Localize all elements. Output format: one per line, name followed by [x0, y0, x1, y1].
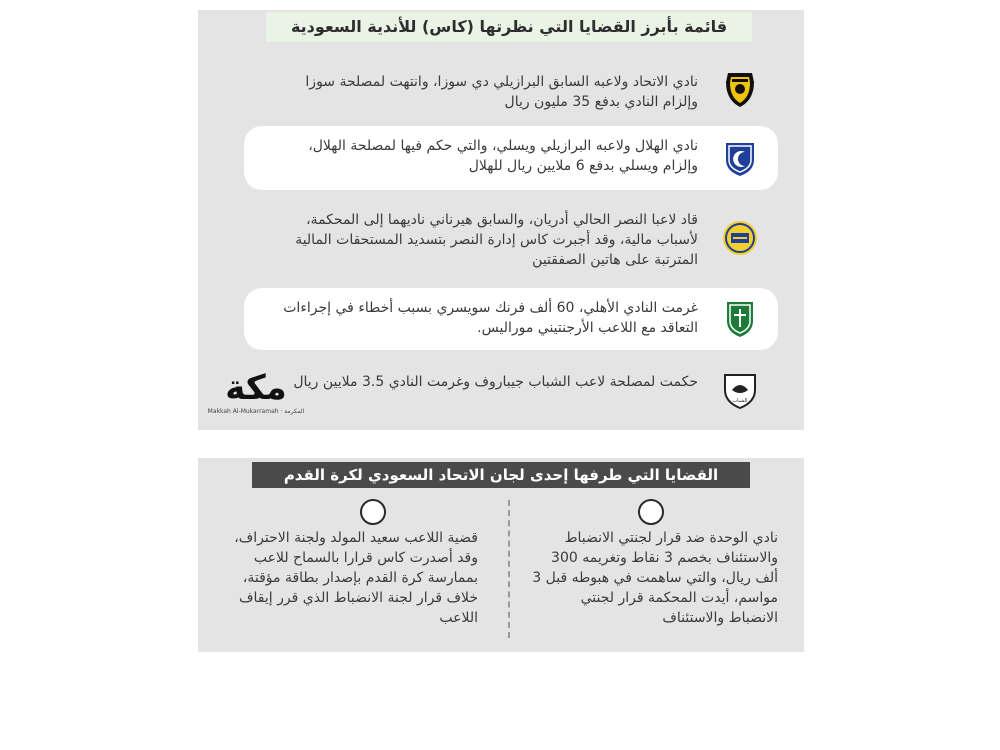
case-item-ittihad	[244, 64, 778, 124]
shabab-logo-label: الشباب	[732, 398, 748, 404]
case-text-alwehda: نادي الوحدة ضد قرار لجنتي الانضباط والاستئناف بخصم 3 نقاط وتغريمه 300 ألف ريال، والتي ساهمت في هبوطه قبل 3 مواسم، أيدت المحكمة قرار لجنتي الانضباط والاستئناف	[532, 530, 778, 626]
nassr-logo-icon	[720, 218, 760, 258]
case-text: غرمت النادي الأهلي، 60 ألف فرنك سويسري بسبب أخطاء في إجراءات التعاقد مع اللاعب الأرجنتيني موراليس.	[283, 300, 698, 336]
brand-tagline: Makkah Al-Mukarramah · المكرمة	[207, 408, 305, 415]
panel-title: قائمة بأبرز القضايا التي نظرتها (كاس) للأندية السعودية	[266, 12, 752, 42]
case-text: نادي الاتحاد ولاعبه السابق البرازيلي دي سوزا، وانتهت لمصلحة سوزا وإلزام النادي بدفع 35 مليون ريال	[305, 74, 698, 110]
case-text: حكمت لمصلحة لاعب الشباب جيباروف وغرمت النادي 3.5 ملايين ريال	[293, 374, 698, 390]
federation-cases-panel	[198, 458, 804, 652]
column-divider	[508, 500, 510, 638]
case-text: نادي الهلال ولاعبه البرازيلي ويسلي، والتي حكم فيها لمصلحة الهلال، وإلزام ويسلي بدفع 6 ملايين ريال للهلال	[308, 138, 698, 174]
hilal-logo-icon	[720, 138, 760, 178]
panel-title: القضايا التي طرفها إحدى لجان الاتحاد السعودي لكرة القدم	[252, 462, 750, 488]
case-item-shabab	[244, 366, 778, 426]
shabab-logo-icon	[720, 370, 760, 410]
ahli-logo-icon	[720, 299, 760, 339]
bullet-circle-icon	[638, 499, 664, 525]
ittihad-logo-icon	[720, 70, 760, 110]
clubs-cases-panel	[198, 10, 804, 430]
case-item-ahli	[244, 288, 778, 350]
bullet-circle-icon	[360, 499, 386, 525]
case-item-nassr	[244, 204, 778, 274]
case-text-almowallad: قضية اللاعب سعيد المولد ولجنة الاحتراف، وقد أصدرت كاس قرارا بالسماح للاعب بممارسة كرة القدم بإصدار بطاقة مؤقتة، خلاف قرار لجنة الانضباط الذي قرر إيقاف اللاعب	[234, 530, 478, 626]
makkah-brand-logo	[206, 368, 306, 426]
case-text: قاد لاعبا النصر الحالي أدريان، والسابق هيرناني ناديهما إلى المحكمة، لأسباب مالية، وقد أجبرت كاس إدارة النصر بتسديد المستحقات المالية المترتبة على هاتين الصفقتين	[295, 212, 698, 268]
brand-name: مكة	[225, 368, 287, 408]
case-item-hilal	[244, 126, 778, 190]
